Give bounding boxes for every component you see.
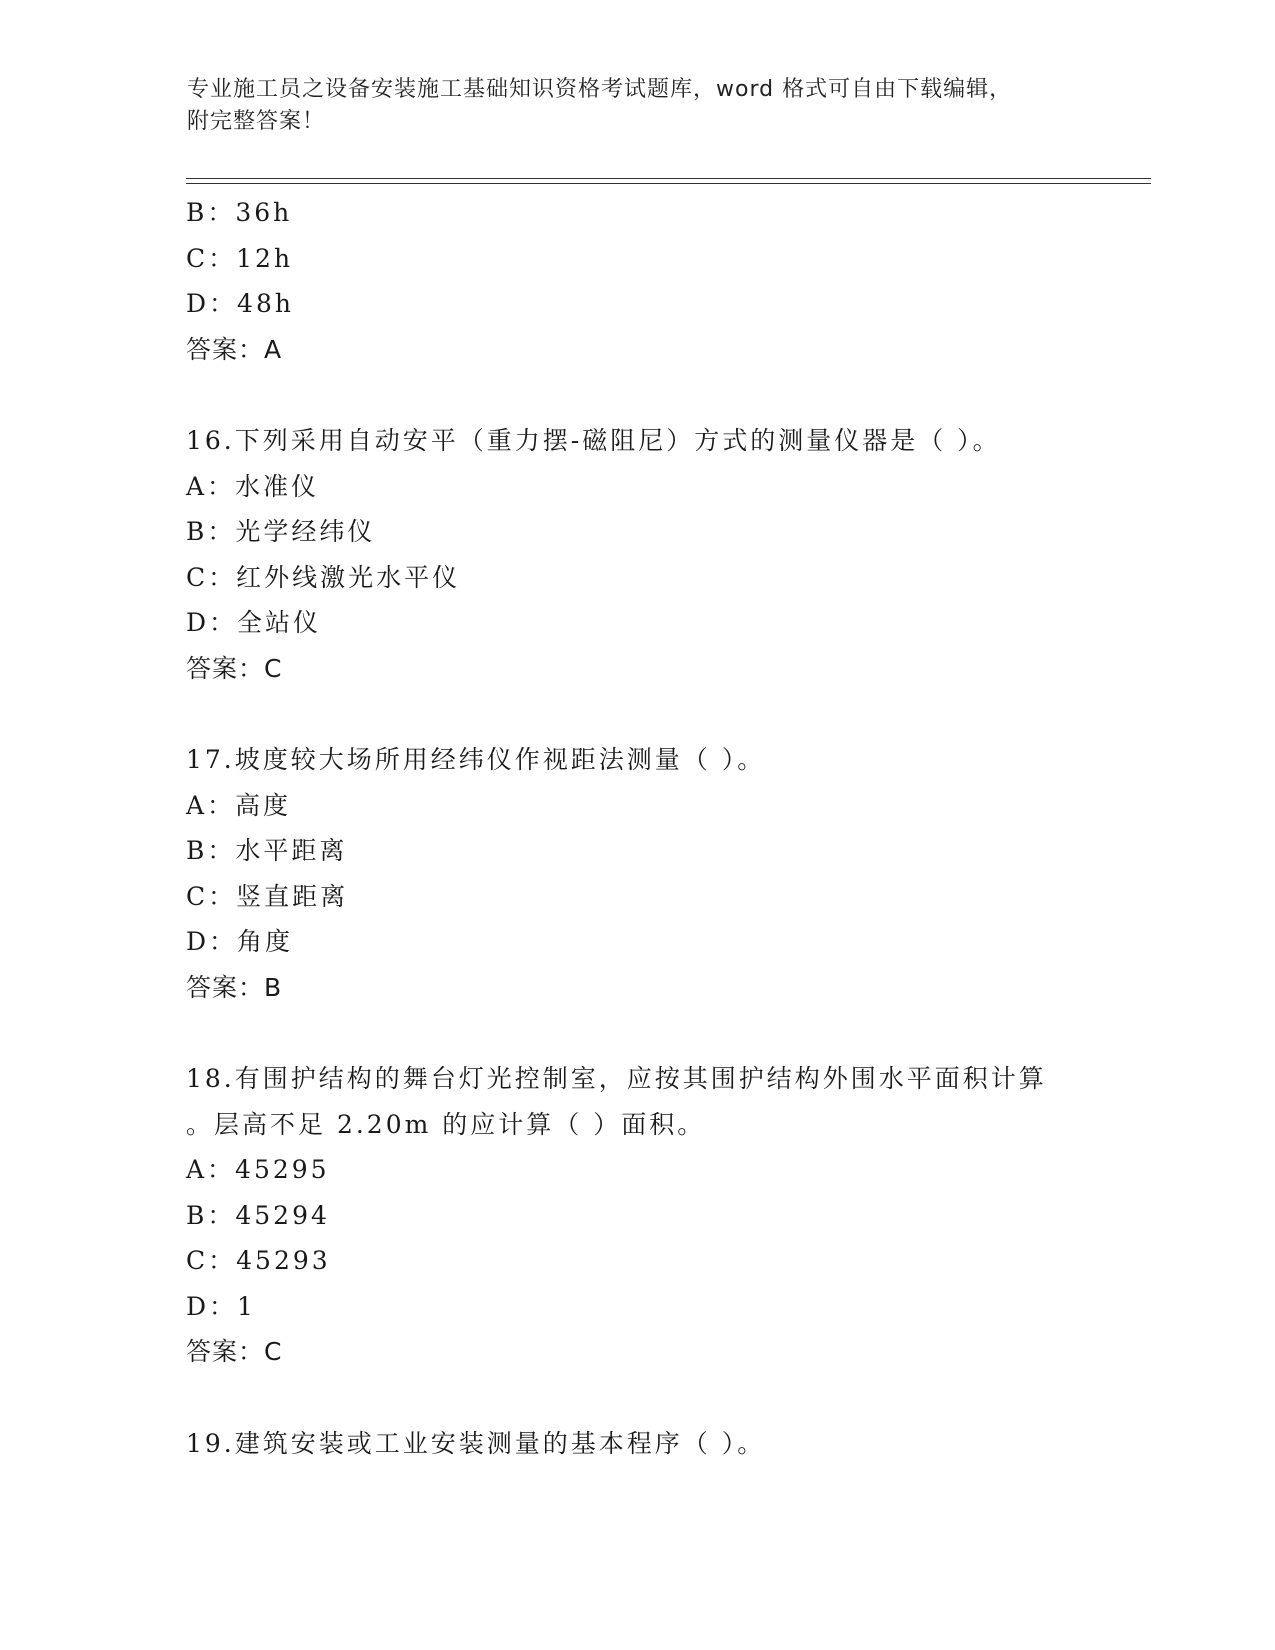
- question-17-block: [186, 737, 1106, 1010]
- header-divider-top: [186, 178, 1151, 179]
- question-18-block: [186, 1056, 1106, 1375]
- option-a: A：45295: [186, 1155, 330, 1184]
- option-c: C：红外线激光水平仪: [186, 562, 461, 592]
- question-16-block: [186, 418, 1106, 691]
- question-list: [186, 190, 1106, 1466]
- header-title-line-2: 附完整答案！: [187, 109, 326, 134]
- spacer: [186, 691, 1106, 737]
- question-text-line-1: 18.有围护结构的舞台灯光控制室，应按其围护结构外围水平面积计算: [186, 1064, 1047, 1093]
- document-header: [187, 74, 1067, 138]
- header-title-line-1: 专业施工员之设备安装施工基础知识资格考试题库，word 格式可自由下载编辑，: [187, 77, 1013, 102]
- answer-line: 答案：C: [186, 653, 283, 683]
- header-divider-bottom: [186, 183, 1151, 184]
- question-15-block: [186, 190, 1106, 372]
- option-d: D：1: [186, 1291, 256, 1321]
- question-text: 17.坡度较大场所用经纬仪作视距法测量（ ）。: [186, 745, 766, 774]
- option-b: B：水平距离: [186, 836, 348, 865]
- answer-line: 答案：B: [186, 972, 283, 1002]
- option-a: A：高度: [186, 790, 292, 820]
- question-text: 16.下列采用自动安平（重力摆-磁阻尼）方式的测量仪器是（ ）。: [186, 426, 1001, 455]
- question-text: 19.建筑安装或工业安装测量的基本程序（ ）。: [186, 1428, 766, 1458]
- option-c: C：45293: [186, 1246, 331, 1275]
- option-b: B：45294: [186, 1200, 330, 1230]
- spacer: [186, 1010, 1106, 1056]
- option-d: D：角度: [186, 927, 294, 956]
- option-b: B：36h: [186, 198, 293, 227]
- answer-line: 答案：C: [186, 1337, 283, 1366]
- question-19-block: [186, 1421, 1106, 1467]
- answer-line: 答案：A: [186, 334, 283, 364]
- option-b: B：光学经纬仪: [186, 517, 376, 546]
- option-d: D：48h: [186, 289, 294, 318]
- spacer: [186, 1375, 1106, 1421]
- question-text-line-2: 。层高不足 2.20m 的应计算（ ）面积。: [186, 1109, 706, 1139]
- option-a: A：水准仪: [186, 471, 320, 501]
- option-c: C：竖直距离: [186, 881, 349, 911]
- option-c: C：12h: [186, 243, 294, 273]
- option-d: D：全站仪: [186, 608, 322, 637]
- spacer: [186, 372, 1106, 418]
